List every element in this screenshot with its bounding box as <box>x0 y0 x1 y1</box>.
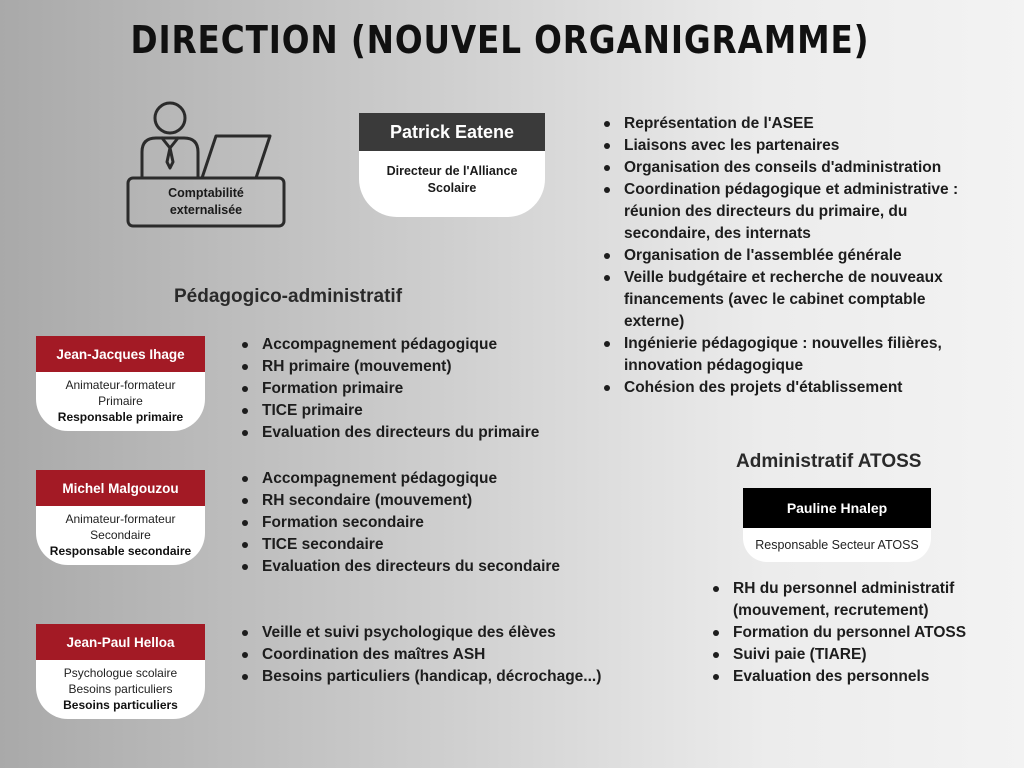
person-duties-psychologue <box>240 622 640 688</box>
atoss-name: Pauline Hnalep <box>743 488 931 528</box>
accounting-label <box>128 178 284 226</box>
person-card-psychologue <box>36 624 205 719</box>
list-item: Organisation des conseils d'administration <box>602 157 982 179</box>
person-role-line3: Besoins particuliers <box>63 698 178 712</box>
list-item: Evaluation des directeurs du secondaire <box>240 556 610 578</box>
list-item: Coordination des maîtres ASH <box>240 644 640 666</box>
person-role-line1: Psychologue scolaire <box>63 666 178 680</box>
list-item: Veille budgétaire et recherche de nouveaux financements (avec le cabinet comptable externe) <box>602 267 982 333</box>
accounting-label-line1: Comptabilité <box>168 186 244 200</box>
person-role-line1: Animateur-formateur <box>65 512 176 526</box>
list-item: Evaluation des personnels <box>711 666 1006 688</box>
list-item: Accompagnement pédagogique <box>240 468 610 490</box>
atoss-section-title: Administratif ATOSS <box>736 451 922 472</box>
list-item: TICE primaire <box>240 400 600 422</box>
list-item: Organisation de l'assemblée générale <box>602 245 982 267</box>
list-item: Besoins particuliers (handicap, décrochage...) <box>240 666 640 688</box>
list-item: Suivi paie (TIARE) <box>711 644 1006 666</box>
person-card-primaire <box>36 336 205 431</box>
list-item: Formation secondaire <box>240 512 610 534</box>
list-item: TICE secondaire <box>240 534 610 556</box>
atoss-duties <box>711 578 1006 688</box>
list-item: Cohésion des projets d'établissement <box>602 377 982 399</box>
page-title: DIRECTION (NOUVEL ORGANIGRAMME) <box>130 18 870 62</box>
list-item: Ingénierie pédagogique : nouvelles filières, innovation pédagogique <box>602 333 982 377</box>
list-item: RH secondaire (mouvement) <box>240 490 610 512</box>
person-role <box>36 506 205 565</box>
pedago-section-title: Pédagogico-administratif <box>174 286 403 307</box>
person-role-line1: Animateur-formateur <box>65 378 176 392</box>
person-role-line3: Responsable primaire <box>57 410 184 424</box>
atoss-role: Responsable Secteur ATOSS <box>743 528 931 562</box>
director-role <box>359 151 545 217</box>
list-item: Liaisons avec les partenaires <box>602 135 982 157</box>
person-role <box>36 660 205 719</box>
list-item: Veille et suivi psychologique des élèves <box>240 622 640 644</box>
director-role-line1: Directeur de l'Alliance <box>386 164 518 178</box>
list-item: RH primaire (mouvement) <box>240 356 600 378</box>
director-duties <box>602 113 982 399</box>
director-card <box>359 113 545 217</box>
atoss-card <box>743 488 931 562</box>
person-name: Jean-Jacques Ihage <box>36 336 205 372</box>
accounting-block <box>124 100 288 230</box>
director-role-line2: Scolaire <box>427 181 477 195</box>
list-item: RH du personnel administratif (mouvement, recrutement) <box>711 578 1006 622</box>
person-role-line2: Secondaire <box>90 528 151 542</box>
person-duties-primaire <box>240 334 600 444</box>
director-name: Patrick Eatene <box>359 113 545 151</box>
person-role <box>36 372 205 431</box>
list-item: Accompagnement pédagogique <box>240 334 600 356</box>
list-item: Coordination pédagogique et administrative : réunion des directeurs du primaire, du secondaire, des internats <box>602 179 982 245</box>
list-item: Représentation de l'ASEE <box>602 113 982 135</box>
list-item: Evaluation des directeurs du primaire <box>240 422 600 444</box>
accounting-label-line2: externalisée <box>169 203 243 217</box>
list-item: Formation primaire <box>240 378 600 400</box>
person-role-line2: Besoins particuliers <box>68 682 173 696</box>
person-name: Jean-Paul Helloa <box>36 624 205 660</box>
person-duties-secondaire <box>240 468 610 578</box>
person-role-line3: Responsable secondaire <box>49 544 192 558</box>
person-name: Michel Malgouzou <box>36 470 205 506</box>
person-card-secondaire <box>36 470 205 565</box>
person-role-line2: Primaire <box>98 394 143 408</box>
list-item: Formation du personnel ATOSS <box>711 622 1006 644</box>
